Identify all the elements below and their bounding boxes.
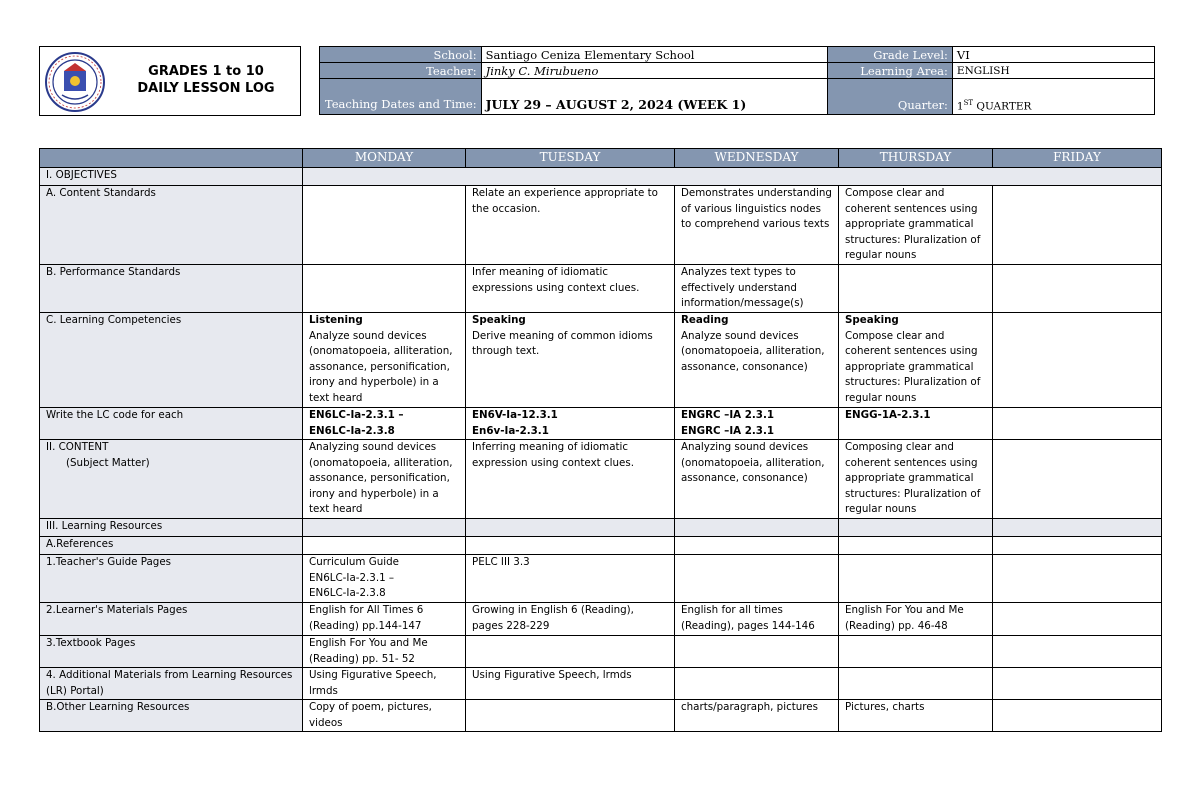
cell-wed: English for all times (Reading), pages 144-146 [675,603,839,636]
cell-thu: Composing clear and coherent sentences using appropriate grammatical structures: Pluralization of regular nouns [839,440,993,519]
deped-seal-icon [44,51,106,113]
dates-label: Teaching Dates and Time: [320,79,482,115]
row-label-content [40,440,303,519]
cell-tue [466,313,675,408]
row-label-competencies: C. Learning Competencies [40,313,303,408]
cell-fri [993,668,1162,700]
cell-thu [839,313,993,408]
cell-tue [466,519,675,537]
row-label-lc-code: Write the LC code for each [40,408,303,440]
cell-thu: Pictures, charts [839,700,993,732]
table-row [40,313,1162,408]
table-row [40,168,1162,186]
row-label-other-resources: B.Other Learning Resources [40,700,303,732]
code-line: EN6LC-Ia-2.3.8 [309,424,395,437]
content-label: II. CONTENT [46,441,109,453]
cell-tue [466,408,675,440]
row-label-references: A.References [40,537,303,555]
table-row [40,668,1162,700]
cell-mon [303,186,466,265]
row-label-textbook: 3.Textbook Pages [40,636,303,668]
cell-mon: Copy of poem, pictures, videos [303,700,466,732]
table-row [40,186,1162,265]
cell-mon: English for All Times 6 (Reading) pp.144-147 [303,603,466,636]
cell-thu [839,636,993,668]
table-row [40,440,1162,519]
cell-text: Analyze sound devices (onomatopoeia, alliteration, assonance, consonance) [681,329,825,373]
cell-thu [839,519,993,537]
cell-mon [303,519,466,537]
day-tuesday: TUESDAY [466,149,675,168]
code-line: ENGRC –IA 2.3.1 [681,409,775,421]
cell-text: Analyze sound devices (onomatopoeia, alliteration, assonance, personification, irony and hyperbole) in a text heard [309,329,453,404]
cell-wed [675,537,839,555]
cell-fri [993,186,1162,265]
dates-value: JULY 29 – AUGUST 2, 2024 (WEEK 1) [481,79,827,115]
teacher-value [481,63,827,79]
school-label: School: [320,47,482,63]
cell-thu: Compose clear and coherent sentences using appropriate grammatical structures: Pluralization of regular nouns [839,186,993,265]
cell-text: Compose clear and coherent sentences using appropriate grammatical structures: Pluralization of regular nouns [845,329,981,404]
teacher-name: Jinky C. Mirubueno [485,63,599,78]
cell-mon: Analyzing sound devices (onomatopoeia, alliteration, assonance, personification, irony and hyperbole) in a text heard [303,440,466,519]
cell-tue: PELC III 3.3 [466,555,675,603]
day-monday: MONDAY [303,149,466,168]
row-label-performance-standards: B. Performance Standards [40,265,303,313]
cell-wed [675,519,839,537]
cell-mon: English For You and Me (Reading) pp. 51- 52 [303,636,466,668]
table-row [40,408,1162,440]
header-title-box [39,46,301,116]
cell-wed [675,555,839,603]
table-row [40,636,1162,668]
row-label-learning-resources: III. Learning Resources [40,519,303,537]
row-label-teachers-guide: 1.Teacher's Guide Pages [40,555,303,603]
quarter-suffix: ST [963,98,974,107]
meta-table [319,46,1155,115]
content-sublabel: (Subject Matter) [66,456,150,469]
skill-heading: Reading [681,314,729,326]
quarter-label: Quarter: [827,79,952,115]
cell-fri [993,265,1162,313]
code-line: En6v-Ia-2.3.1 [472,424,549,437]
quarter-number: 1 [956,100,964,112]
teacher-label: Teacher: [320,63,482,79]
row-label-objectives: I. OBJECTIVES [40,168,303,186]
cell-line: EN6LC-Ia-2.3.8 [309,587,386,599]
table-row [40,555,1162,603]
table-row [40,603,1162,636]
cell-mon [303,555,466,603]
row-label-learners-materials: 2.Learner's Materials Pages [40,603,303,636]
day-friday: FRIDAY [993,149,1162,168]
code-line: EN6V-Ia-12.3.1 [472,409,558,421]
cell-thu: English For You and Me (Reading) pp. 46-48 [839,603,993,636]
cell-wed: Demonstrates understanding of various linguistics nodes to comprehend various texts [675,186,839,265]
code-line: EN6LC-Ia-2.3.1 – [309,409,404,421]
table-row [40,519,1162,537]
cell-tue: Relate an experience appropriate to the occasion. [466,186,675,265]
cell-thu [839,408,993,440]
cell-thu [839,668,993,700]
page-title [115,63,297,97]
table-row [40,537,1162,555]
cell-wed [675,408,839,440]
row-label-additional-materials: 4. Additional Materials from Learning Resources (LR) Portal) [40,668,303,700]
cell-wed [675,636,839,668]
quarter-value [952,79,1154,115]
objectives-span [303,168,1162,186]
day-wednesday: WEDNESDAY [675,149,839,168]
lesson-log-table [39,148,1162,732]
corner-cell [40,149,303,168]
cell-text: Derive meaning of common idioms through text. [472,329,653,357]
cell-fri [993,537,1162,555]
cell-fri [993,313,1162,408]
quarter-text: QUARTER [973,100,1032,112]
cell-mon [303,408,466,440]
cell-mon [303,537,466,555]
title-line-1: GRADES 1 to 10 [148,64,264,79]
cell-tue [466,700,675,732]
cell-tue [466,636,675,668]
code-line: ENGRC –IA 2.3.1 [681,424,775,437]
cell-tue: Growing in English 6 (Reading), pages 228-229 [466,603,675,636]
area-value: ENGLISH [952,63,1154,79]
grade-label: Grade Level: [827,47,952,63]
table-row [40,700,1162,732]
day-thursday: THURSDAY [839,149,993,168]
table-row [40,265,1162,313]
grade-value: VI [952,47,1154,63]
cell-wed: charts/paragraph, pictures [675,700,839,732]
cell-line: EN6LC-Ia-2.3.1 – [309,571,395,584]
area-label: Learning Area: [827,63,952,79]
cell-wed: Analyzes text types to effectively understand information/message(s) [675,265,839,313]
title-line-2: DAILY LESSON LOG [137,81,275,96]
cell-line: Curriculum Guide [309,556,399,568]
cell-wed [675,313,839,408]
cell-fri [993,603,1162,636]
code-line: ENGG-1A-2.3.1 [845,409,931,421]
cell-wed [675,668,839,700]
skill-heading: Listening [309,314,363,326]
cell-mon [303,265,466,313]
cell-thu [839,265,993,313]
cell-fri [993,408,1162,440]
cell-wed: Analyzing sound devices (onomatopoeia, alliteration, assonance, consonance) [675,440,839,519]
cell-mon: Using Figurative Speech, lrmds [303,668,466,700]
cell-tue: Infer meaning of idiomatic expressions using context clues. [466,265,675,313]
cell-fri [993,700,1162,732]
row-label-content-standards: A. Content Standards [40,186,303,265]
school-value: Santiago Ceniza Elementary School [481,47,827,63]
cell-tue: Using Figurative Speech, lrmds [466,668,675,700]
cell-fri [993,636,1162,668]
cell-mon [303,313,466,408]
cell-fri [993,519,1162,537]
day-header-row [40,149,1162,168]
cell-thu [839,555,993,603]
cell-fri [993,555,1162,603]
cell-fri [993,440,1162,519]
skill-heading: Speaking [472,314,526,326]
skill-heading: Speaking [845,314,899,326]
cell-thu [839,537,993,555]
cell-tue: Inferring meaning of idiomatic expression using context clues. [466,440,675,519]
header [39,46,1155,118]
cell-tue [466,537,675,555]
